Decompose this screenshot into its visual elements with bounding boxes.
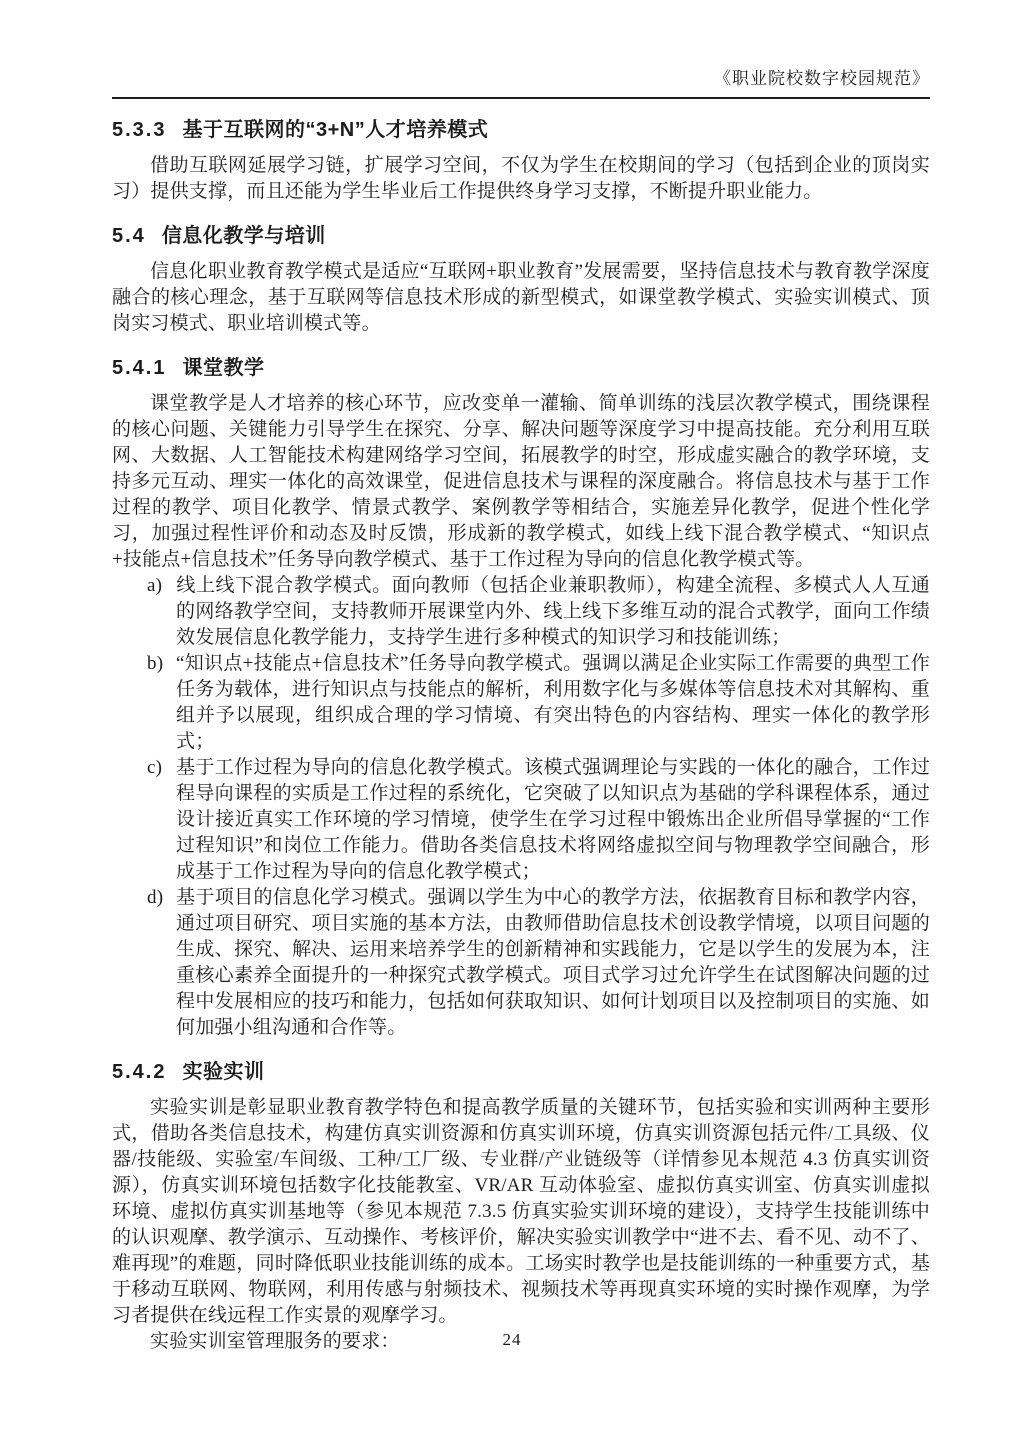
- document-title: 《职业院校数字校园规范》: [714, 69, 930, 88]
- list-item-text: 基于工作过程为导向的信息化教学模式。该模式强调理论与实践的一体化的融合，工作过程导向课程的实质是工作过程的系统化，它突破了以知识点为基础的学科课程体系，通过设计接近真实工作环境的学习情境，使学生在学习过程中锻炼出企业所倡导掌握的“工作过程知识”和岗位工作能力。借助各类信息技术将网络虚拟空间与物理教学空间融合，形成基于工作过程为导向的信息化教学模式；: [176, 757, 930, 882]
- section-number: 5.4.2: [112, 1061, 167, 1083]
- section-number: 5.4.1: [112, 357, 167, 379]
- paragraph: 课堂教学是人才培养的核心环节，应改变单一灌输、简单训练的浅层次教学模式，围绕课程的核心问题、关键能力引导学生在探究、分享、解决问题等深度学习中提高技能。充分利用互联网、大数据、人工智能技术构建网络学习空间，拓展教学的时空，形成虚实融合的教学环境，支持多元互动、理实一体化的高效课堂，促进信息技术与课程的深度融合。将信息技术与基于工作过程的教学、项目化教学、情景式教学、案例教学等相结合，实施差异化教学，促进个性化学习，加强过程性评价和动态及时反馈，形成新的教学模式，如线上线下混合教学模式、“知识点+技能点+信息技术”任务导向教学模式、基于工作过程为导向的信息化教学模式等。: [112, 393, 930, 570]
- list-item-c: [112, 755, 930, 885]
- list-item-d: [112, 885, 930, 1041]
- document-header: [112, 68, 930, 99]
- list-item-text: “知识点+技能点+信息技术”任务导向教学模式。强调以满足企业实际工作需要的典型工作任务为载体，进行知识点与技能点的解析，利用数字化与多媒体等信息技术对其解构、重组并予以展现，组织成合理的学习情境、有突出特色的内容结构、理实一体化的教学形式；: [176, 653, 930, 752]
- list-item-text: 基于项目的信息化学习模式。强调以学生为中心的教学方法，依据教育目标和教学内容，通过项目研究、项目实施的基本方法，由教师借助信息技术创设教学情境，以项目问题的生成、探究、解决、运用来培养学生的创新精神和实践能力，它是以学生的发展为本，注重核心素养全面提升的一种探究式教学模式。项目式学习过允许学生在试图解决问题的过程中发展相应的技巧和能力，包括如何获取知识、如何计划项目以及控制项目的实施、如何加强小组沟通和合作等。: [176, 887, 930, 1038]
- paragraph: 借助互联网延展学习链，扩展学习空间，不仅为学生在校期间的学习（包括到企业的顶岗实习）提供支撑，而且还能为学生毕业后工作提供终身学习支撑，不断提升职业能力。: [112, 155, 930, 202]
- section-heading-5-4-1: [112, 356, 930, 380]
- list-marker: d): [147, 887, 164, 908]
- paragraph: 实验实训是彰显职业教育教学特色和提高教学质量的关键环节，包括实验和实训两种主要形式，借助各类信息技术，构建仿真实训资源和仿真实训环境，仿真实训资源包括元件/工具级、仪器/技能级、实验室/车间级、工种/工厂级、专业群/产业链级等（详情参见本规范 4.3 仿真实训资源），仿真实训环境包括数字化技能教室、VR/AR 互动体验室、虚拟仿真实训室、仿真实训虚拟环境、虚拟仿真实训基地等（参见本规范 7.3.5 仿真实验实训环境的建设），支持学生技能训练中的认识观摩、教学演示、互动操作、考核评价，解决实验实训教学中“进不去、看不见、动不了、难再现”的难题，同时降低职业技能训练的成本。工场实时教学也是技能训练的一种重要方式，基于移动互联网、物联网，利用传感与射频技术、视频技术等再现真实环境的实时操作观摩，为学习者提供在线远程工作实景的观摩学习。: [112, 1097, 930, 1326]
- lettered-list: [112, 573, 930, 1041]
- list-marker: b): [147, 653, 164, 674]
- section-heading-5-3-3: [112, 118, 930, 142]
- list-marker: c): [147, 757, 163, 778]
- list-item-b: [112, 651, 930, 755]
- section-title: 基于互联网的“3+N”人才培养模式: [182, 119, 489, 141]
- section-number: 5.4: [112, 225, 146, 247]
- section-heading-5-4-2: [112, 1060, 930, 1084]
- paragraph: 信息化职业教育教学模式是适应“互联网+职业教育”发展需要，坚持信息技术与教育教学深度融合的核心理念，基于互联网等信息技术形成的新型模式，如课堂教学模式、实验实训模式、顶岗实习模式、职业培训模式等。: [112, 261, 930, 334]
- page-number: 24: [502, 1330, 522, 1349]
- paragraph: 实验实训室管理服务的要求：: [150, 1331, 400, 1352]
- section-number: 5.3.3: [112, 119, 167, 141]
- section-title: 实验实训: [182, 1061, 265, 1083]
- section-title: 课堂教学: [182, 357, 265, 379]
- section-heading-5-4: [112, 224, 930, 248]
- section-title: 信息化教学与培训: [161, 225, 326, 247]
- list-item-a: [112, 573, 930, 651]
- list-marker: a): [147, 575, 163, 596]
- list-item-text: 线上线下混合教学模式。面向教师（包括企业兼职教师），构建全流程、多模式人人互通的网络教学空间，支持教师开展课堂内外、线上线下多维互动的混合式教学，面向工作绩效发展信息化教学能力，支持学生进行多种模式的知识学习和技能训练；: [176, 575, 930, 648]
